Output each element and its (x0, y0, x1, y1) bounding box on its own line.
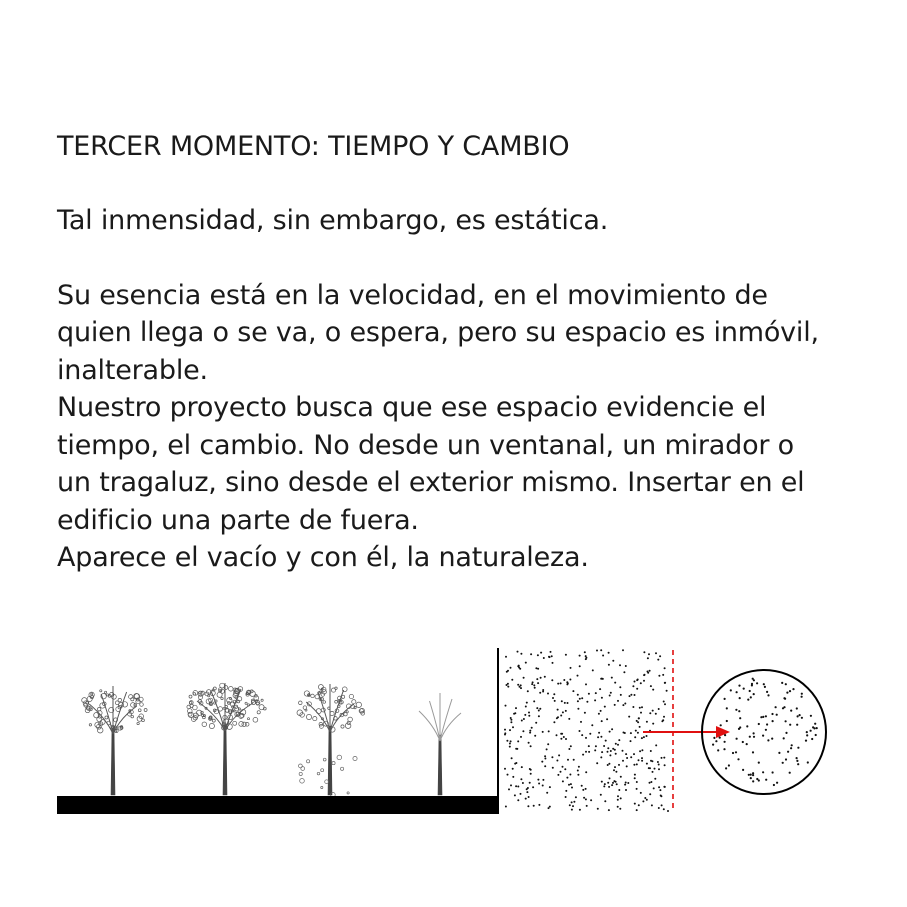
falling-leaves-tree-icon (297, 684, 365, 802)
bare-tree-icon (419, 693, 461, 795)
body-line: Su esencia está en la velocidad, en el movimiento de (57, 279, 768, 311)
body-line: inalterable. (57, 354, 208, 386)
body-line: tiempo, el cambio. No desde un ventanal, un mirador o (57, 429, 794, 461)
body-line: quien llega o se va, o espera, pero su espacio es inmóvil, (57, 317, 819, 348)
page-title: TERCER MOMENTO: TIEMPO Y CAMBIO (57, 131, 570, 162)
body-line: Aparece el vacío y con él, la naturaleza. (57, 542, 589, 573)
intro-paragraph: Tal inmensidad, sin embargo, es estática. (57, 205, 609, 236)
body-line: edificio una parte de fuera. (57, 504, 419, 536)
trees-group (82, 683, 461, 802)
text-block (57, 128, 877, 577)
dotted-void (504, 649, 669, 812)
body-paragraph (57, 277, 877, 577)
body-line: Nuestro proyecto busca que ese espacio evidencie el (57, 392, 767, 423)
ground-slab (57, 796, 498, 814)
red-arrow-icon (643, 726, 730, 738)
section-illustration (0, 640, 907, 830)
body-line: un tragaluz, sino desde el exterior mismo. Insertar en el (57, 467, 805, 498)
summer-tree-icon (82, 686, 147, 795)
full-tree-icon (187, 683, 266, 795)
